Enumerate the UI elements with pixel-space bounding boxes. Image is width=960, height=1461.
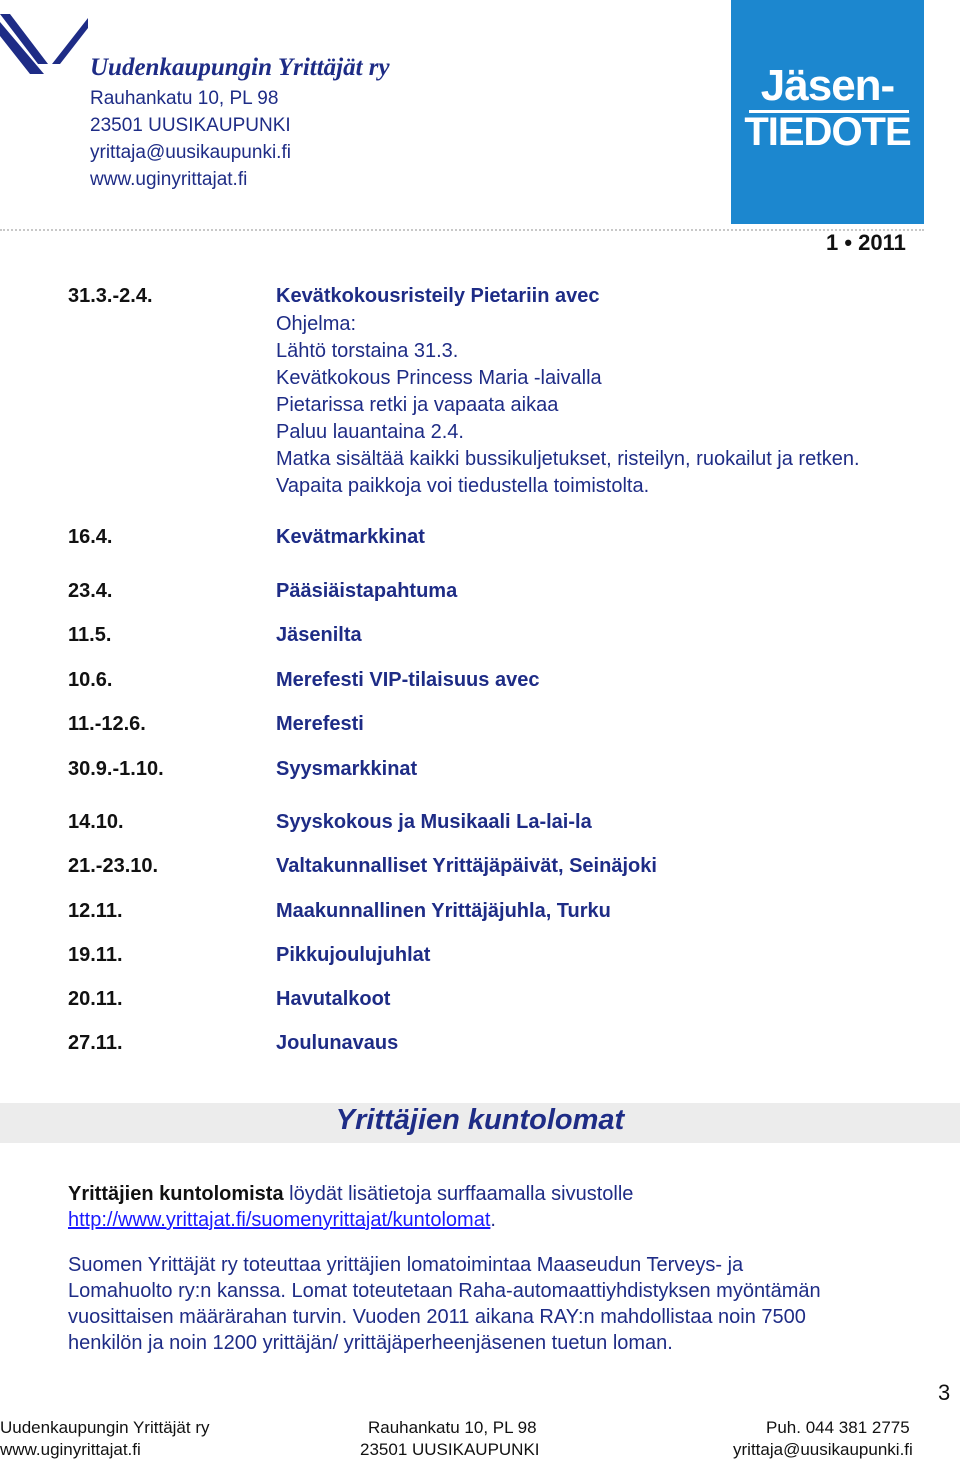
- footer-org: Uudenkaupungin Yrittäjät ry: [0, 1418, 210, 1437]
- event-title: Maakunnallinen Yrittäjäjuhla, Turku: [276, 900, 611, 922]
- organization-logo-icon: [0, 14, 92, 74]
- event-detail: Pietarissa retki ja vapaata aikaa: [276, 394, 559, 416]
- footer-city: 23501 UUSIKAUPUNKI: [360, 1440, 540, 1459]
- paragraph-line: Suomen Yrittäjät ry toteuttaa yrittäjien lomatoimintaa Maaseudun Terveys- ja: [68, 1254, 744, 1276]
- organization-website: www.uginyrittajat.fi: [90, 169, 248, 190]
- event-date: 23.4.: [68, 580, 113, 602]
- footer-web: www.uginyrittajat.fi: [0, 1440, 141, 1459]
- organization-street: Rauhankatu 10, PL 98: [90, 88, 279, 109]
- footer-email: yrittaja@uusikaupunki.fi: [733, 1440, 913, 1459]
- kuntolomat-intro-text: löydät lisätietoja surffaamalla sivustolle: [283, 1183, 634, 1205]
- footer-street: Rauhankatu 10, PL 98: [368, 1418, 537, 1437]
- organization-email: yrittaja@uusikaupunki.fi: [90, 142, 291, 163]
- event-date: 30.9.-1.10.: [68, 758, 164, 780]
- event-title: Kevätmarkkinat: [276, 526, 425, 548]
- jasentiedote-badge: [731, 0, 924, 224]
- header-divider: [0, 229, 924, 231]
- paragraph-line: Lomahuolto ry:n kanssa. Lomat toteutetaan Raha-automaattiyhdistyksen myöntämän: [68, 1280, 821, 1302]
- kuntolomat-intro-bold: Yrittäjien kuntolomista: [68, 1183, 284, 1205]
- paragraph-line: vuosittaisen määrärahan turvin. Vuoden 2011 aikana RAY:n mahdollistaa noin 7500: [68, 1306, 806, 1328]
- event-title: Pikkujoulujuhlat: [276, 944, 431, 966]
- event-date: 27.11.: [68, 1032, 123, 1054]
- section-heading: Yrittäjien kuntolomat: [335, 1104, 625, 1136]
- event-detail: Ohjelma:: [276, 313, 357, 335]
- badge-line-2: TIEDOTE: [744, 110, 911, 154]
- footer-phone: Puh. 044 381 2775: [766, 1418, 910, 1437]
- event-title: Syysmarkkinat: [276, 758, 418, 780]
- event-title: Jäsenilta: [276, 624, 362, 646]
- event-detail: Matka sisältää kaikki bussikuljetukset, risteilyn, ruokailut ja retken.: [276, 448, 860, 470]
- event-title: Havutalkoot: [276, 988, 391, 1010]
- event-date: 11.5.: [68, 624, 112, 646]
- kuntolomat-intro: [68, 1181, 948, 1233]
- event-title: Merefesti: [276, 713, 364, 735]
- event-date: 11.-12.6.: [68, 713, 146, 735]
- event-title: Merefesti VIP-tilaisuus avec: [276, 669, 540, 691]
- page-number: 3: [938, 1380, 951, 1405]
- organization-city: 23501 UUSIKAUPUNKI: [90, 115, 291, 136]
- event-date: 31.3.-2.4.: [68, 285, 153, 307]
- event-date: 12.11.: [68, 900, 123, 922]
- event-date: 19.11.: [68, 944, 123, 966]
- event-title: Joulunavaus: [276, 1032, 399, 1054]
- event-detail: Vapaita paikkoja voi tiedustella toimistolta.: [276, 475, 650, 497]
- event-date: 14.10.: [68, 811, 124, 833]
- kuntolomat-link[interactable]: http://www.yrittajat.fi/suomenyrittajat/kuntolomat: [68, 1209, 491, 1231]
- kuntolomat-paragraph: [68, 1252, 948, 1356]
- organization-name: Uudenkaupungin Yrittäjät ry: [90, 54, 390, 81]
- event-title: Syyskokous ja Musikaali La-lai-la: [276, 811, 592, 833]
- issue-number: 1 • 2011: [826, 230, 906, 255]
- event-date: 10.6.: [68, 669, 113, 691]
- badge-line-1: Jäsen-: [760, 61, 895, 110]
- event-date: 21.-23.10.: [68, 855, 159, 877]
- kuntolomat-link-period: .: [490, 1209, 496, 1231]
- event-title: Valtakunnalliset Yrittäjäpäivät, Seinäjoki: [276, 855, 657, 877]
- event-detail: Paluu lauantaina 2.4.: [276, 421, 464, 443]
- event-detail: Kevätkokous Princess Maria -laivalla: [276, 367, 602, 389]
- event-date: 20.11.: [68, 988, 123, 1010]
- event-date: 16.4.: [68, 526, 113, 548]
- event-title: Pääsiäistapahtuma: [276, 580, 458, 602]
- event-title: Kevätkokousristeily Pietariin avec: [276, 285, 600, 307]
- event-detail: Lähtö torstaina 31.3.: [276, 340, 459, 362]
- paragraph-line: henkilön ja noin 1200 yrittäjän/ yrittäjäperheenjäsenen tuetun loman.: [68, 1332, 673, 1354]
